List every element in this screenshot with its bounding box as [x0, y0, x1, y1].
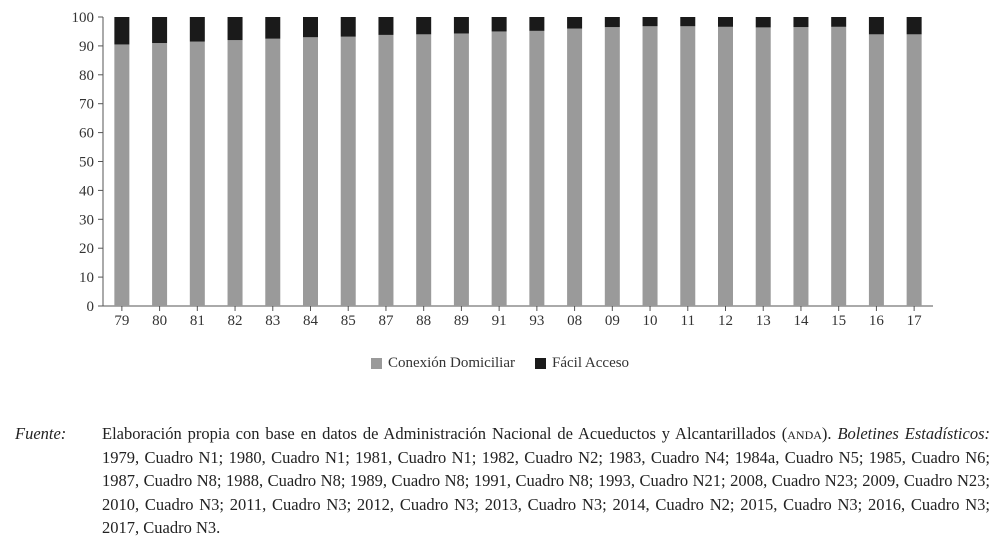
x-tick-label: 15 [831, 313, 847, 329]
bar-segment-facil [756, 17, 771, 27]
y-tick-label: 30 [79, 212, 94, 229]
y-tick-label: 50 [79, 154, 94, 171]
bar-segment-conexion [869, 34, 884, 306]
bar-segment-conexion [416, 34, 431, 306]
bar-segment-conexion [114, 44, 129, 306]
bar-segment-conexion [756, 27, 771, 306]
x-tick-label: 89 [453, 313, 469, 329]
x-tick-label: 84 [303, 313, 318, 329]
source-label: Fuente: [15, 424, 67, 443]
bar-segment-facil [643, 17, 658, 26]
legend-label-conexion: Conexión Domiciliar [387, 354, 515, 371]
x-tick-label: 88 [416, 313, 432, 329]
x-tick-label: 85 [340, 313, 356, 329]
bar-segment-conexion [265, 39, 280, 306]
bar-segment-facil [152, 17, 167, 43]
bar-segment-facil [341, 17, 356, 37]
y-tick-label: 0 [86, 299, 94, 315]
bar-segment-facil [265, 17, 280, 39]
source-abbreviation: anda [787, 424, 822, 443]
bar-segment-facil [303, 17, 318, 37]
bar-segment-facil [869, 17, 884, 34]
y-tick-label: 70 [79, 96, 94, 113]
source-text [102, 422, 990, 540]
boletines-label: Boletines Estadísticos: [837, 424, 990, 443]
x-tick-label: 83 [265, 313, 281, 329]
x-tick-label: 87 [378, 313, 394, 329]
bar-segment-facil [907, 17, 922, 34]
bar-segment-conexion [152, 43, 167, 306]
bar-segment-conexion [907, 34, 922, 306]
legend-item-conexion [371, 355, 515, 372]
bar-segment-facil [190, 17, 205, 42]
chart-legend [0, 352, 1000, 374]
bar-segment-facil [114, 17, 129, 44]
x-tick-label: 82 [227, 313, 243, 329]
y-tick-label: 80 [79, 67, 94, 84]
y-tick-label: 90 [79, 38, 94, 55]
bar-segment-facil [529, 17, 544, 31]
x-tick-label: 14 [793, 313, 809, 329]
bar-segment-facil [567, 17, 582, 29]
y-tick-label: 20 [79, 241, 94, 258]
x-tick-label: 93 [529, 313, 545, 329]
x-tick-label: 91 [491, 313, 507, 329]
legend-swatch-facil [535, 358, 546, 369]
x-tick-label: 08 [567, 313, 583, 329]
x-tick-label: 10 [642, 313, 658, 329]
x-tick-label: 80 [152, 313, 168, 329]
bar-segment-facil [718, 17, 733, 27]
bar-segment-conexion [605, 27, 620, 306]
bar-segment-conexion [190, 42, 205, 306]
y-tick-label: 10 [79, 270, 94, 287]
x-tick-label: 09 [604, 313, 620, 329]
bar-segment-conexion [228, 40, 243, 306]
x-tick-label: 79 [114, 313, 130, 329]
bar-segment-conexion [492, 31, 507, 306]
y-tick-label: 40 [79, 183, 94, 200]
bar-segment-facil [831, 17, 846, 27]
bar-segment-conexion [831, 27, 846, 306]
legend-label-facil: Fácil Acceso [552, 354, 630, 371]
x-tick-label: 11 [680, 313, 695, 329]
bar-segment-conexion [303, 37, 318, 306]
x-tick-label: 12 [718, 313, 733, 329]
source-line1-pre: Elaboración propia con base en datos de Administración Nacional de Acueductos y Alcantarillados ( [102, 424, 788, 443]
bar-segment-facil [680, 17, 695, 26]
bar-segment-conexion [529, 31, 544, 306]
bar-segment-conexion [643, 26, 658, 306]
bar-segment-conexion [680, 26, 695, 306]
y-tick-label: 100 [71, 10, 94, 26]
bar-segment-conexion [718, 27, 733, 306]
bar-segment-facil [454, 17, 469, 33]
bar-segment-facil [228, 17, 243, 40]
bar-segment-facil [492, 17, 507, 31]
x-tick-label: 16 [868, 313, 884, 329]
x-tick-label: 13 [755, 313, 771, 329]
legend-item-facil [535, 355, 629, 372]
bar-segment-facil [605, 17, 620, 27]
bar-segment-conexion [454, 33, 469, 306]
bar-segment-facil [416, 17, 431, 34]
bar-segment-facil [378, 17, 393, 35]
bar-segment-conexion [567, 29, 582, 306]
boletines-text: 1979, Cuadro N1; 1980, Cuadro N1; 1981, Cuadro N1; 1982, Cuadro N2; 1983, Cuadro N4; 1984a, Cuadro N5; 1985, Cuadro N6; 1987, Cuadro N8; 1988, Cuadro N8; 1989, Cuadro N8; 1991, Cuadro N8; 1993, Cuadro N21; 2008, Cuadro N23; 2009, Cuadro N23; 2010, Cuadro N3; 2011, Cuadro N3; 2012, Cuadro N3; 2013, Cuadro N3; 2014, Cuadro N2; 2015, Cuadro N3; 2016, Cuadro N3; 2017, Cuadro N3. [102, 447, 990, 537]
x-tick-label: 17 [906, 313, 922, 329]
bar-segment-facil [793, 17, 808, 27]
bar-segment-conexion [341, 37, 356, 306]
bar-segment-conexion [793, 27, 808, 306]
source-line1-post: ). [821, 424, 832, 443]
legend-swatch-conexion [371, 358, 382, 369]
y-tick-label: 60 [79, 125, 94, 142]
x-tick-label: 81 [189, 313, 205, 329]
bar-segment-conexion [378, 35, 393, 306]
